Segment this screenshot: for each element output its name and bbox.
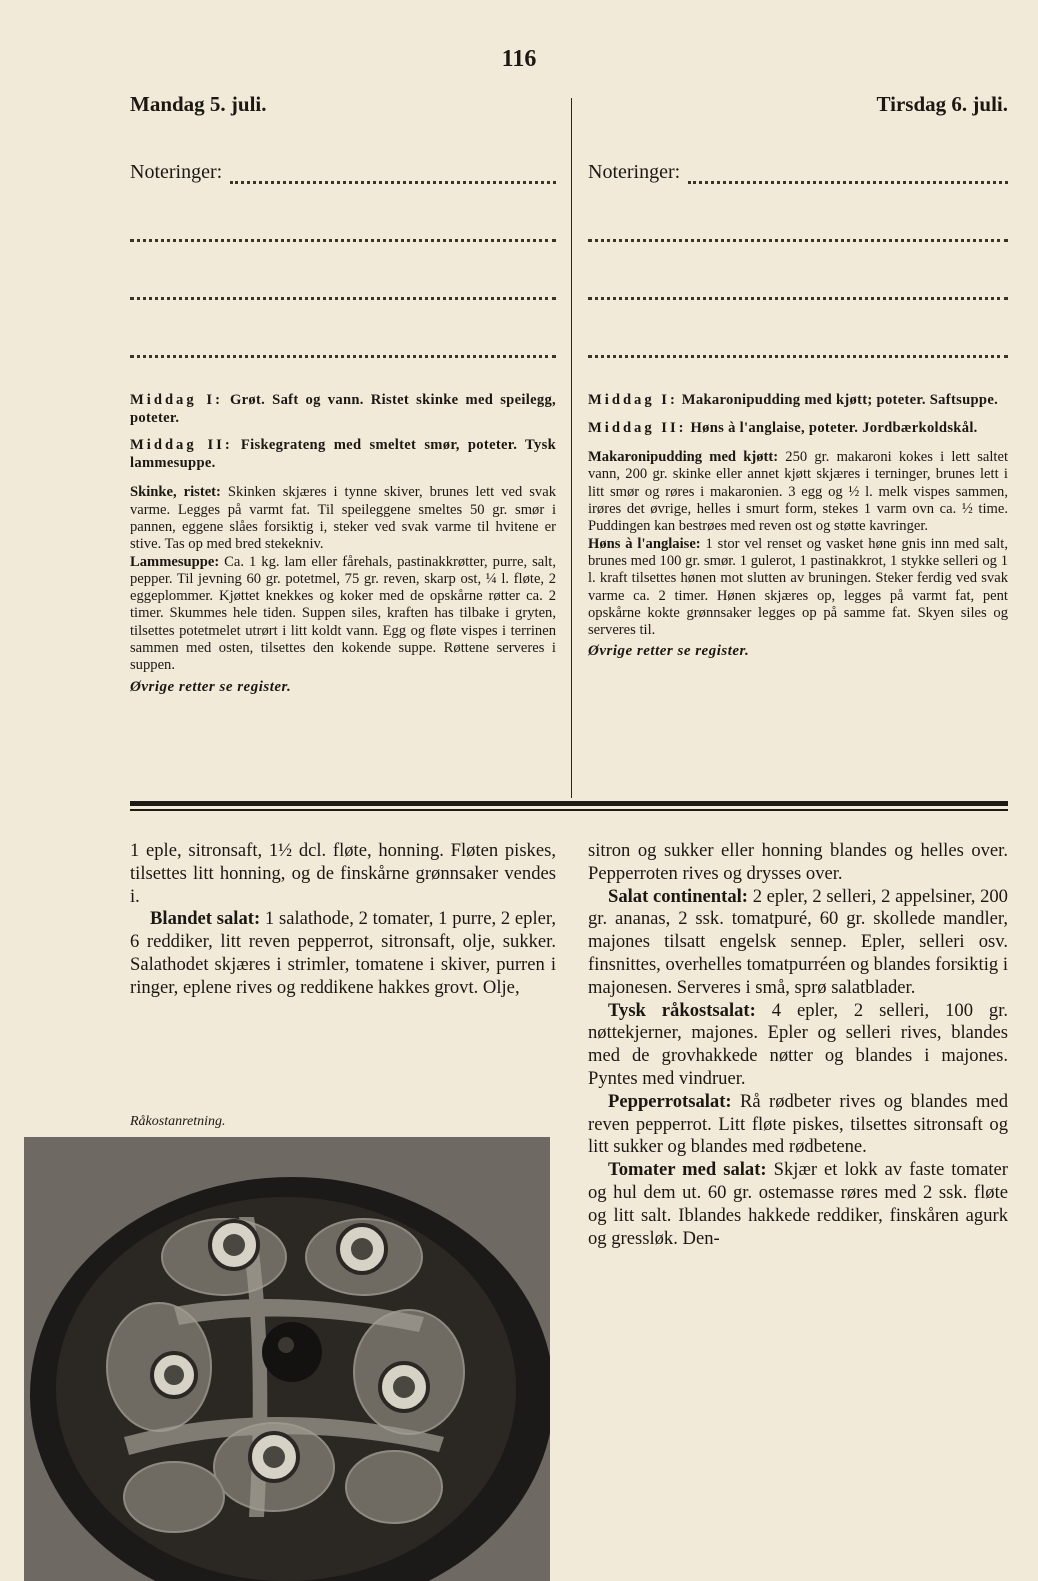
- menu-dinner-2: [588, 420, 1008, 438]
- recipe-ham: [130, 484, 556, 553]
- salad-mixed: [130, 908, 556, 999]
- lower-left-text: [130, 840, 556, 1000]
- salad-text: 4 epler, 2 selleri, 100 gr. nøttekjerner, majones. Epler og selleri rives, blandes med de grovhakkede nøtter og blandes i majones. Pyntes med vindruer.: [588, 999, 1009, 1089]
- dotted-line: [588, 218, 1008, 242]
- day-heading-tuesday: Tirsdag 6. juli.: [876, 92, 1008, 116]
- dotted-line: [588, 334, 1008, 358]
- dotted-line: [130, 334, 556, 358]
- salad-text: Rå rødbeter rives og blandes med reven pepperrot. Litt fløte piskes, tilsettes sitronsaft og litt sukker og blandes med rødbetene.: [588, 1090, 1008, 1158]
- menu-text: Fiskegrateng med smeltet smør, poteter. Tysk lammesuppe.: [130, 437, 556, 471]
- menu-dinner-2: [130, 437, 556, 472]
- salad-german-raw: [588, 1000, 1008, 1091]
- recipe-title: Lammesuppe:: [130, 553, 220, 570]
- dotted-line: [130, 218, 556, 242]
- salad-title: Tysk råkostsalat:: [608, 999, 756, 1021]
- recipe-chicken-anglaise: [588, 536, 1008, 640]
- recipe-title: Høns à l'anglaise:: [588, 535, 701, 552]
- section-divider-thick: [130, 801, 1008, 806]
- salad-title: Salat continental:: [608, 885, 748, 907]
- salad-horseradish: [588, 1091, 1008, 1159]
- notes-line: [130, 160, 556, 184]
- see-register-note: Øvrige retter se register.: [588, 643, 750, 660]
- salad-tomatoes: [588, 1159, 1008, 1250]
- menu-text: Grøt. Saft og vann. Ristet skinke med speilegg, poteter.: [130, 392, 556, 426]
- recipe-text: Ca. 1 kg. lam eller fårehals, pastinakkrøtter, purre, salt, pepper. Til jevning 60 gr. potetmel, 75 gr. reven, skarp ost, ¼ l. fløte, 2 eggeplommer. Kjøttet knekkes og koker med de opskårne røtter ca. 2 timer. Skummes hele tiden. Suppen siles, kraften has tilbake i gryten, tilsettes potetmelet utrørt i litt koldt vann. Egg og fløte vispes i terrinen sammen med osten, tilsettes den kokende suppe. Røttene serveres i suppen.: [130, 553, 556, 674]
- menu-dinner-1: [588, 392, 1008, 410]
- continued-text: sitron og sukker eller honning blandes og helles over. Pepperroten rives og drysses over.: [588, 840, 1008, 884]
- recipe-title: Skinke, ristet:: [130, 484, 221, 501]
- recipe-text: Skinken skjæres i tynne skiver, brunes lett ved svak varme. Legges på varmt fat. Til speileggene smeltes 50 gr. smør i pannen, eggene slåes forsiktig i, steker ved svak varme til hvitene er stive. Tas op med bred stekekniv.: [130, 484, 556, 553]
- day-heading-monday: Mandag 5. juli.: [130, 92, 267, 116]
- monday-column: [130, 160, 556, 696]
- lower-right-text: [588, 840, 1008, 1250]
- menu-label: Middag II:: [588, 419, 687, 436]
- menu-dinner-1: [130, 392, 556, 427]
- salad-title: Pepperrotsalat:: [608, 1090, 732, 1112]
- menu-text: Høns à l'anglaise, poteter. Jordbærkoldskål.: [690, 419, 978, 436]
- page-number: 116: [501, 46, 537, 72]
- see-register-note: Øvrige retter se register.: [130, 678, 292, 695]
- continued-text: 1 eple, sitronsaft, 1½ dcl. fløte, honning. Fløten piskes, tilsettes litt honning, og de finskårne grønnsaker vendes i.: [130, 840, 556, 907]
- recipe-text: 250 gr. makaroni kokes i lett saltet vann, 200 gr. skinke eller annet kjøtt skjæres i terninger, brunes lett i litt smør og røres i makaronien. 3 egg og ½ l. melk vispes sammen, irøres det øvrige, helles i smurt form, stekes 1 varm ovn ca. ½ time. Puddingen kan bestrøes med reven ost og støtte kavringer.: [588, 449, 1009, 535]
- salad-continental: [588, 886, 1008, 1000]
- notes-label: Noteringer:: [588, 161, 681, 183]
- dotted-line: [130, 276, 556, 300]
- salad-text: Skjær et lokk av faste tomater og hul dem ut. 60 gr. ostemasse røres med 2 ssk. fløte og litt salt. Iblandes hakkede reddiker, finskåren agurk og gressløk. Den-: [588, 1159, 1008, 1249]
- menu-label: Middag II:: [130, 437, 233, 454]
- dotted-line: [588, 276, 1008, 300]
- column-divider: [571, 98, 572, 798]
- salad-text: 2 epler, 2 selleri, 2 appelsiner, 200 gr. ananas, 2 ssk. tomatpuré, 60 gr. skollede mandler, majones tilsatt engelsk sennep. Epler, selleri osv. finsnittes, overhelles tomatpurréen og blandes forsiktig i majonesen. Serveres i små, sprø salatblader.: [588, 885, 1008, 998]
- dish-illustration: [24, 1137, 550, 1581]
- salad-title: Blandet salat:: [150, 908, 261, 930]
- dotted-line: [688, 165, 1008, 184]
- photo-caption: Råkostanretning.: [130, 1114, 226, 1129]
- notes-line: [588, 160, 1008, 184]
- salad-title: Tomater med salat:: [608, 1159, 767, 1181]
- dotted-line: [230, 165, 556, 184]
- tuesday-column: [588, 160, 1008, 660]
- recipe-title: Makaronipudding med kjøtt:: [588, 449, 779, 466]
- salad-text: 1 salathode, 2 tomater, 1 purre, 2 epler, 6 reddiker, litt reven pepperrot, sitronsaft, olje, sukker. Salathodet skjæres i strimler, tomatene i skiver, purren i ringer, eplene rives og reddikene hakkes grovt. Olje,: [130, 908, 556, 998]
- menu-label: Middag I:: [130, 392, 223, 408]
- recipe-text: 1 stor vel renset og vasket høne gnis inn med salt, brunes med 100 gr. smør. 1 gulerot, 1 pastinakkrot, 1 stykke selleri og 1 l. kraft tilsettes hønen mot slutten av bruningen. Steker ferdig ved svak varme ca. 2 timer. Hønen skjæres op, legges på varmt fat, pent opskårne kokte grønnsaker legges op på samme fat. Skyen siles og serveres til.: [588, 535, 1009, 639]
- recipe-lamb-soup: [130, 554, 556, 675]
- notes-label: Noteringer:: [130, 161, 223, 183]
- menu-text: Makaronipudding med kjøtt; poteter. Saftsuppe.: [681, 392, 999, 408]
- menu-label: Middag I:: [588, 392, 678, 408]
- raw-food-dish-photo: [24, 1137, 550, 1581]
- section-divider-thin: [130, 809, 1008, 811]
- recipe-macaroni-pudding: [588, 449, 1008, 535]
